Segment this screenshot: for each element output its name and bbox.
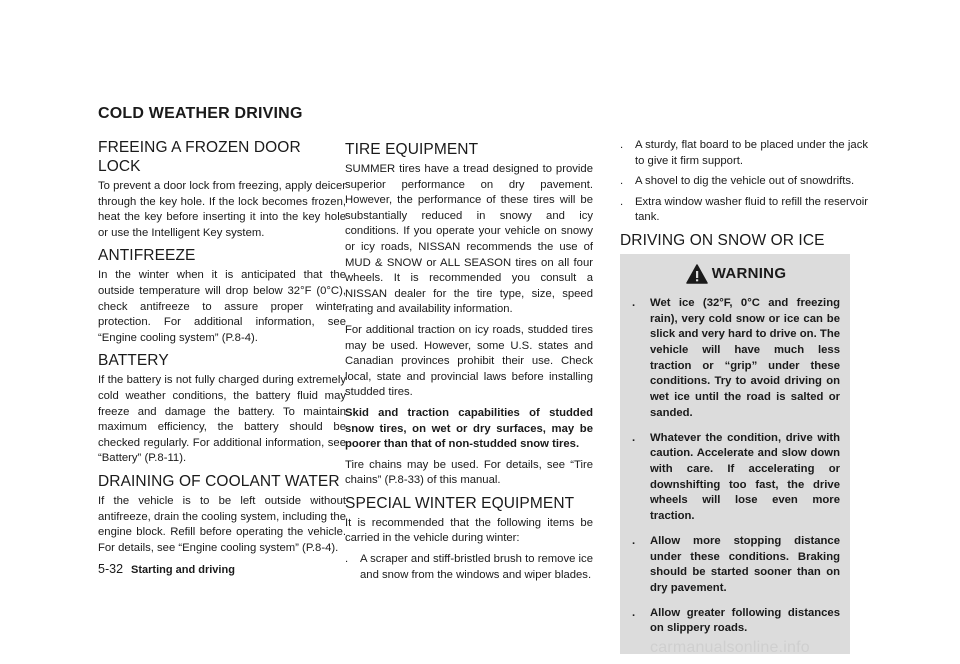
page-footer <box>98 562 235 576</box>
heading-draining-coolant: DRAINING OF COOLANT WATER <box>98 472 340 490</box>
list-item <box>345 552 593 583</box>
list-item <box>620 195 868 226</box>
paragraph-freeing-door-lock: To prevent a door lock from freezing, apply deicer through the key hole. If the lock becomes frozen, heat the key before inserting it into the key hole or use the Intelligent Key system. <box>98 180 346 239</box>
heading-driving-on-snow: DRIVING ON SNOW OR ICE <box>620 231 825 249</box>
warning-header <box>632 264 840 284</box>
paragraph-draining-coolant: If the vehicle is to be left outside without antifreeze, drain the cooling system, including the engine block. Refill before operating the vehicle. For details, see “Engine cooling system” (P.8-4). <box>98 494 346 554</box>
bullet: . <box>632 606 636 619</box>
paragraph-special-winter: It is recommended that the following items be carried in the vehicle during winter: <box>345 516 593 545</box>
special-equipment-list <box>345 552 593 583</box>
section-title: COLD WEATHER DRIVING <box>98 105 303 122</box>
list-item <box>620 174 868 190</box>
warning-item-text: Wet ice (32°F, 0°C and freezing rain), very cold snow or ice can be slick and very hard to drive on. The vehicle will have much less traction or “grip” under these conditions. Try to avoid driving on wet ice until the road is salted or sanded. <box>650 296 840 419</box>
paragraph-tire-2: For additional traction on icy roads, studded tires may be used. However, some U.S. states and Canadian provinces prohibit their use. Check local, state and provincial laws before installing studded tires. <box>345 323 593 399</box>
column-2 <box>345 140 593 588</box>
bullet: . <box>345 553 349 566</box>
paragraph-tire-bold: Skid and traction capabilities of studded snow tires, on wet or dry surfaces, may be poorer than that of non-studded snow tires. <box>345 406 593 451</box>
warning-box <box>620 254 850 654</box>
paragraph-battery: If the battery is not fully charged during extremely cold weather conditions, the battery fluid may freeze and damage the battery. To maintain maximum efficiency, the battery should be checked regularly. For additional information, see “Battery” (P.8-11). <box>98 374 346 465</box>
special-equipment-list-continued <box>620 138 868 226</box>
page-number: 5-32 <box>98 562 124 576</box>
column-1 <box>98 138 346 561</box>
list-item-text: A scraper and stiff-bristled brush to remove ice and snow from the windows and wiper blades. <box>360 553 593 581</box>
heading-tire-equipment: TIRE EQUIPMENT <box>345 141 479 158</box>
warning-label: WARNING <box>711 265 787 283</box>
bullet: . <box>632 296 636 309</box>
bullet: . <box>620 195 624 208</box>
list-item-text: Extra window washer fluid to refill the reservoir tank. <box>635 195 868 224</box>
bullet: . <box>620 175 624 188</box>
heading-special-winter-equipment: SPECIAL WINTER EQUIPMENT <box>345 494 575 512</box>
warning-item-text: Allow more stopping distance under these conditions. Braking should be started sooner than on dry pavement. <box>650 534 840 594</box>
list-item-text: A shovel to dig the vehicle out of snowdrifts. <box>635 175 855 188</box>
warning-item <box>632 534 840 597</box>
heading-freeing-door-lock: FREEING A FROZEN DOOR LOCK <box>98 139 301 175</box>
warning-item <box>632 431 840 525</box>
warning-item-text: Allow greater following distances on slippery roads. <box>650 606 840 635</box>
warning-list <box>632 296 840 637</box>
warning-item <box>632 296 840 422</box>
paragraph-tire-1: SUMMER tires have a tread designed to provide superior performance on dry pavement. However, the performance of these tires will be substantially reduced in snowy and icy conditions. If you operate your vehicle on snowy or icy roads, NISSAN recommends the use of MUD & SNOW or ALL SEASON tires on all four wheels. It is recommended you consult a NISSAN dealer for the tire type, size, speed rating and availability information. <box>345 163 593 316</box>
bullet: . <box>632 431 636 444</box>
warning-item-text: Whatever the condition, drive with caution. Accelerate and slow down with care. If accelerating or downshifting too fast, the drive wheels will lose even more traction. <box>650 431 840 523</box>
bullet: . <box>632 534 636 547</box>
list-item-text: A sturdy, flat board to be placed under the jack to give it firm support. <box>635 139 868 167</box>
paragraph-antifreeze: In the winter when it is anticipated that the outside temperature will drop below 32°F (0°C), check antifreeze to assure proper winter protection. For additional information, see “Engine cooling system” (P.8-4). <box>98 269 346 344</box>
heading-antifreeze: ANTIFREEZE <box>98 247 196 265</box>
watermark: carmanualsonline.info <box>650 639 810 656</box>
column-3 <box>620 138 868 654</box>
bullet: . <box>620 139 624 151</box>
heading-battery: BATTERY <box>98 352 169 370</box>
warning-item <box>632 606 840 637</box>
warning-triangle-icon <box>686 264 708 284</box>
chapter-name: Starting and driving <box>131 564 235 576</box>
list-item <box>620 138 868 169</box>
paragraph-tire-3: Tire chains may be used. For details, see “Tire chains” (P.8-33) of this manual. <box>345 458 593 487</box>
